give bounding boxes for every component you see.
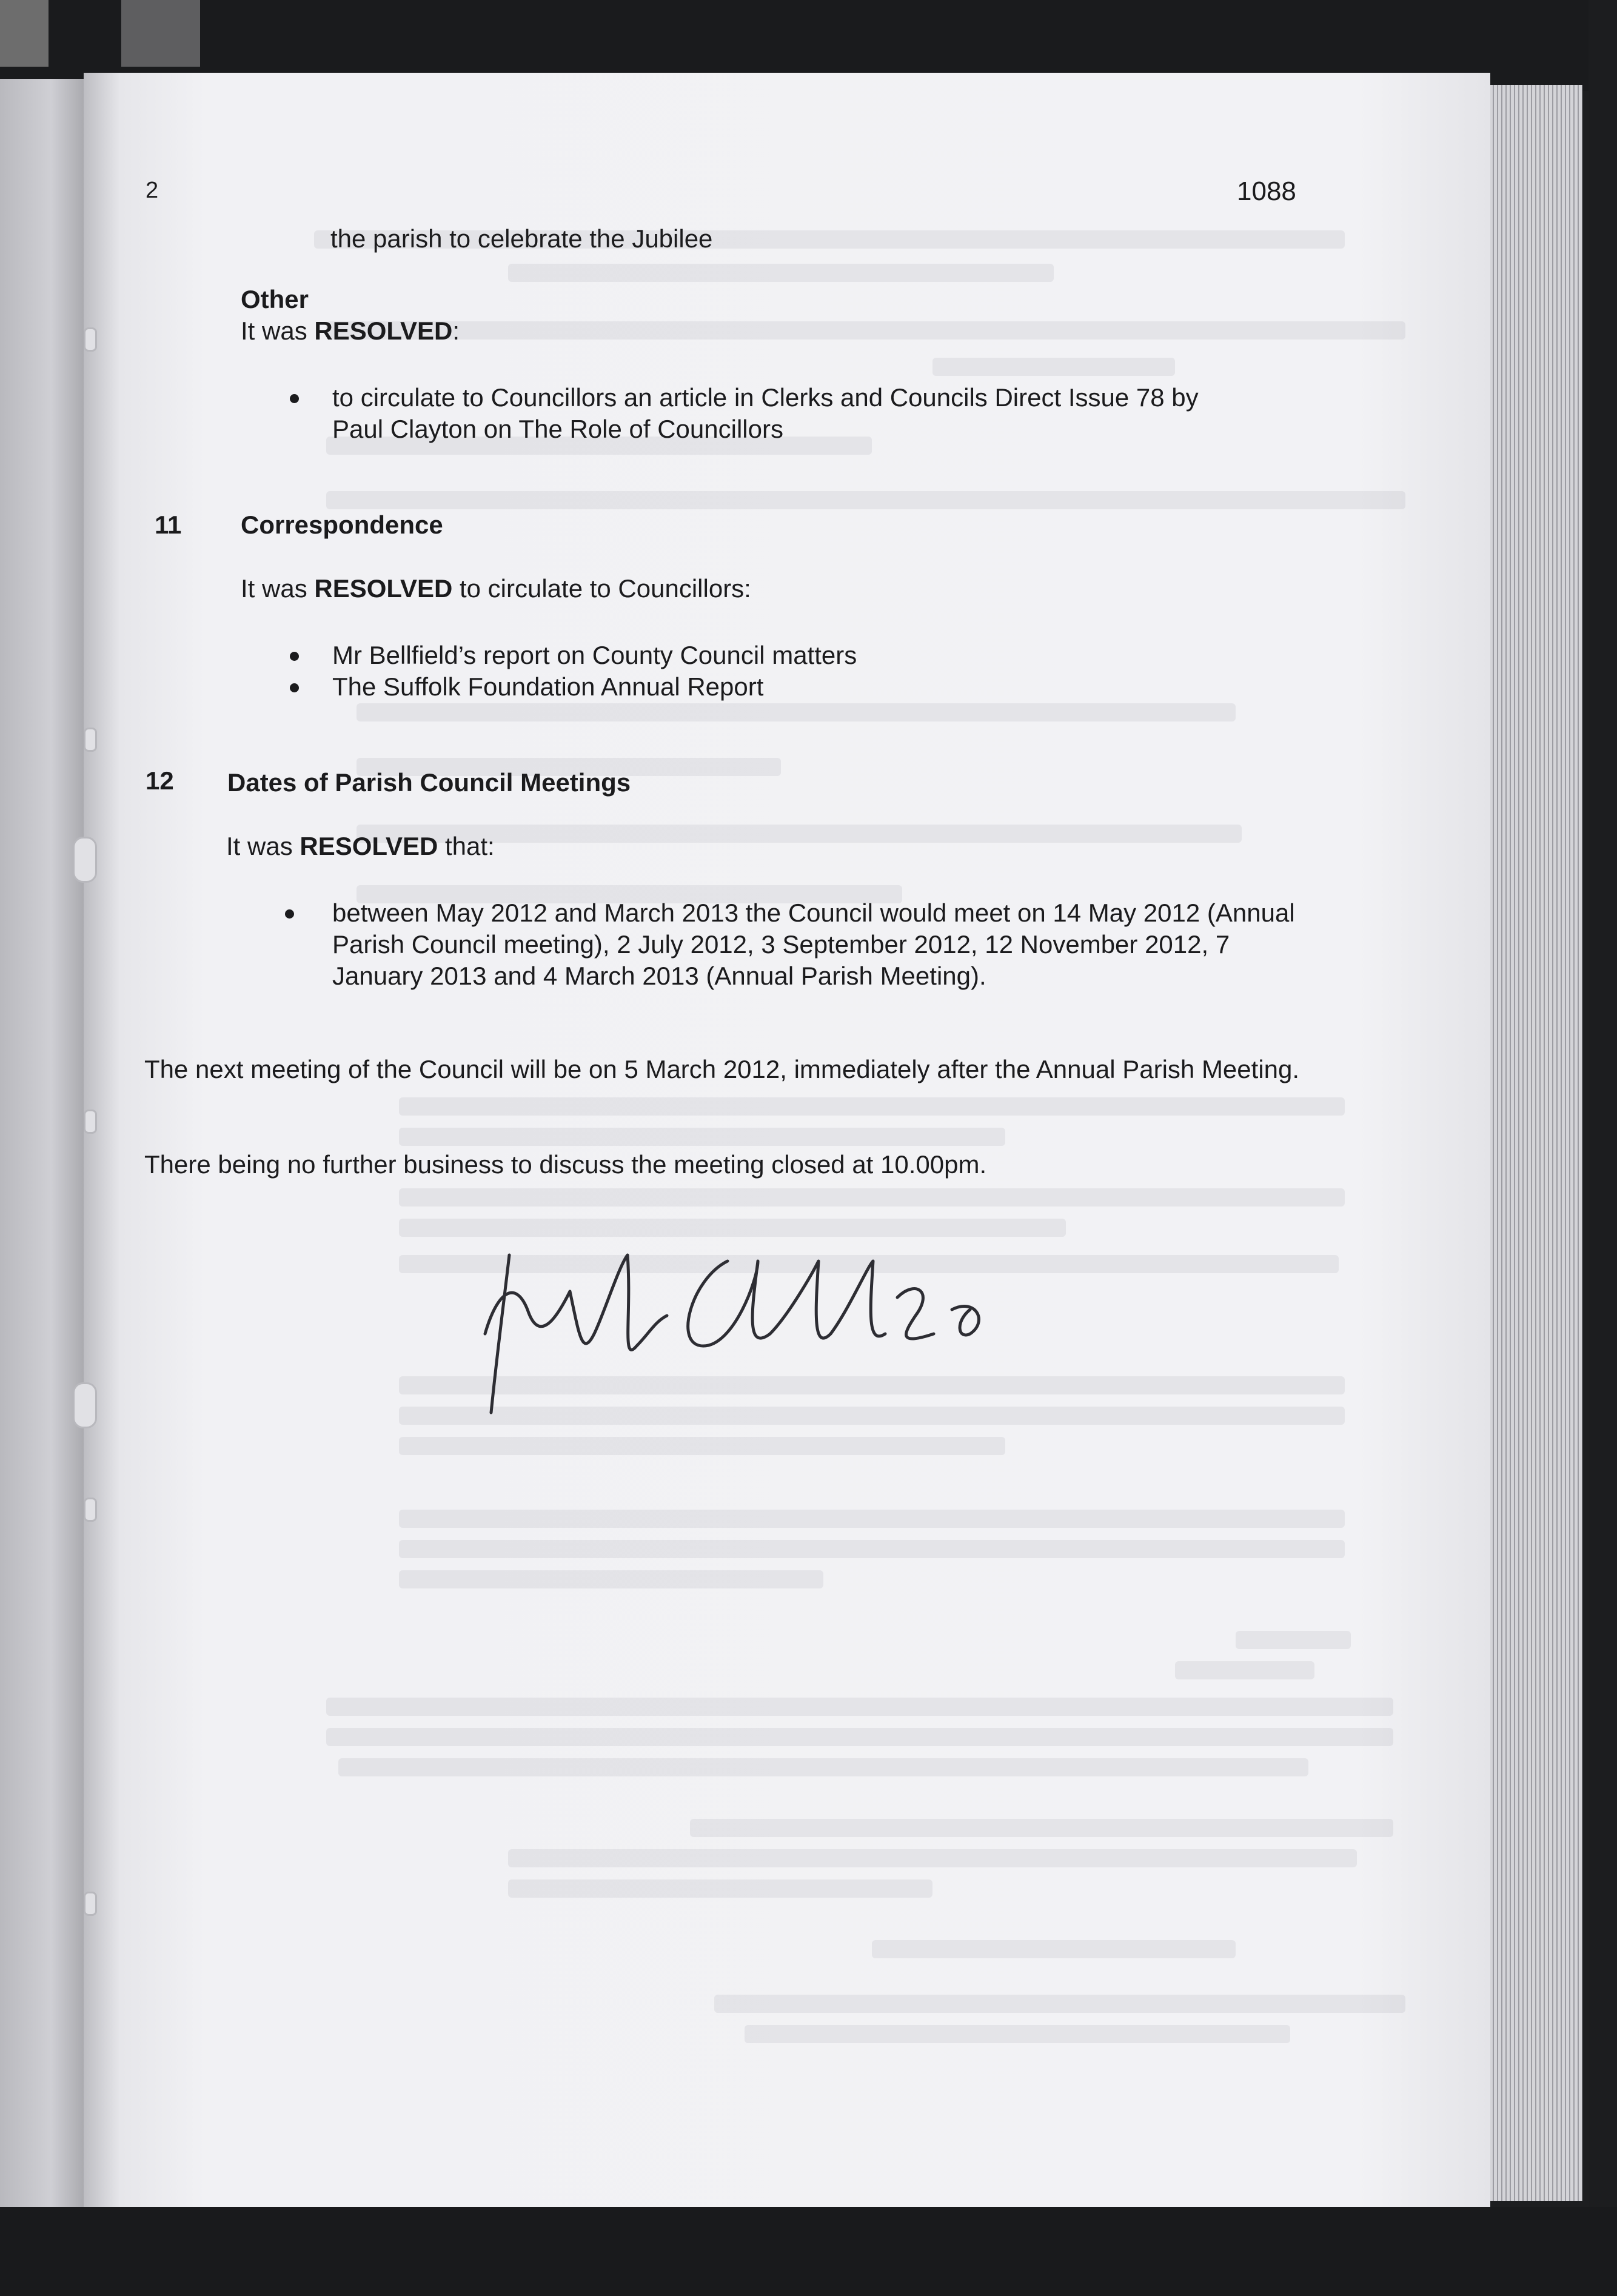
other-resolution: It was RESOLVED: <box>241 316 460 345</box>
facing-page-edge <box>0 79 85 2207</box>
bullet-marker <box>290 394 299 403</box>
item-12-heading: Dates of Parish Council Meetings <box>227 768 631 797</box>
binder-clip <box>0 0 49 67</box>
item-11-heading: Correspondence <box>241 510 443 539</box>
item-11-bullet-item: Mr Bellfield’s report on County Council matters <box>332 641 857 669</box>
book-page-edges <box>1485 85 1582 2201</box>
item-12-bullet-item: between May 2012 and March 2013 the Council would meet on 14 May 2012 (Annual Parish Council meeting), 2 July 2012, 3 September 2012, 12 November 2012, 7 January 2013 and 4 March 2013 (Annual Parish Meeting). <box>332 899 1295 990</box>
handwritten-signature <box>473 1243 1055 1419</box>
binding-ring <box>84 1110 97 1134</box>
binding-ring <box>84 327 97 352</box>
binding-ring <box>84 728 97 752</box>
binding-ring <box>84 1498 97 1522</box>
next-meeting-note: The next meeting of the Council will be on 5 March 2012, immediately after the Annual Parish Meeting. <box>144 1055 1300 1083</box>
binding-ring <box>73 1382 97 1428</box>
binding-ring <box>84 1892 97 1916</box>
closing-note: There being no further business to discuss the meeting closed at 10.00pm. <box>144 1150 987 1179</box>
item-11-number: 11 <box>155 510 182 539</box>
bullet-marker <box>290 683 299 692</box>
item-12-resolution: It was RESOLVED that: <box>226 832 495 860</box>
bullet-marker <box>290 652 299 661</box>
carry-over-line: the parish to celebrate the Jubilee <box>330 224 713 253</box>
binding-ring <box>73 837 97 883</box>
other-heading: Other <box>241 285 309 313</box>
item-12-number: 12 <box>146 766 174 795</box>
other-bullet-item: to circulate to Councillors an article in Clerks and Councils Direct Issue 78 by Paul Clayton on The Role of Councillors <box>332 383 1199 443</box>
left-page-number: 2 <box>146 178 159 203</box>
item-11-bullet-item: The Suffolk Foundation Annual Report <box>332 672 764 701</box>
item-11-resolution: It was RESOLVED to circulate to Councillors: <box>241 574 751 603</box>
scanner-background-bottom <box>0 2207 1617 2296</box>
page-number: 1088 <box>1237 176 1296 206</box>
binder-clip <box>121 0 200 67</box>
scanner-background-right <box>1589 0 1617 2296</box>
bullet-marker <box>285 909 294 919</box>
